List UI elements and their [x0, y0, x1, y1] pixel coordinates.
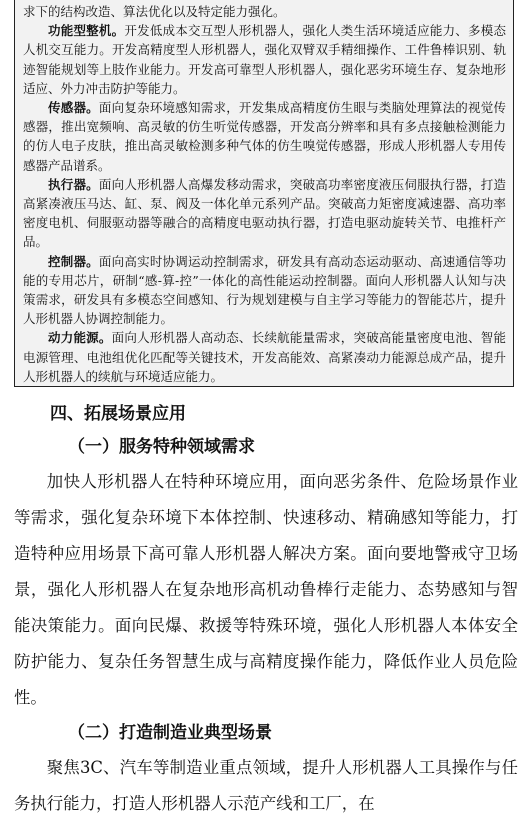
item-title: 控制器。	[48, 253, 99, 269]
box-item-whole-machine	[23, 21, 506, 98]
box-intro: 求下的结构改造、算法优化以及特定能力强化。	[23, 4, 286, 19]
item-title: 传感器。	[48, 100, 99, 116]
subsection-paragraph-1: 加快人形机器人在特种环境应用，面向恶劣条件、危险场景作业等需求，强化复杂环境下本体控制、快速移动、精确感知等能力，打造特种应用场景下高可靠人形机器人解决方案。面向要地警戒守卫场景，强化人形机器人在复杂地形高机动鲁棒行走能力、态势感知与智能决策能力。面向民爆、救援等特殊环境，强化人形机器人本体安全防护能力、复杂任务智慧生成与高精度操作能力，降低作业人员危险性。	[14, 472, 518, 707]
box-item-power	[23, 328, 506, 386]
item-text: 开发低成本交互型人形机器人，强化人类生活环境适应能力、多模态人机交互能力。开发高精度型人形机器人，强化双臂双手精细操作、工件鲁棒识别、轨迹智能规划等上肢作业能力。开发高可靠型人形机器人，强化恶劣环境生存、复杂地形适应、外力冲击防护等能力。	[23, 23, 506, 96]
item-text: 面向人形机器人高爆发移动需求，突破高功率密度液压伺服执行器，打造高紧凑液压马达、缸、泵、阀及一体化单元系列产品。突破高力矩密度减速器、高功率密度电机、伺服驱动器等融合的高精度电驱动执行器，打造电驱动旋转关节、电推杆产品。	[23, 176, 506, 250]
subsection-heading-1: （一）服务特种领域需求	[68, 437, 255, 457]
item-text: 面向复杂环境感知需求，开发集成高精度仿生眼与类脑处理算法的视觉传感器，推出宽频响、高灵敏的仿生听觉传感器，开发高分辨率和具有多点接触检测能力的仿人电子皮肤，推出高灵敏检测多种气体的仿生嗅觉传感器，形成人形机器人专用传感器产品谱系。	[23, 100, 506, 173]
main-content	[14, 398, 518, 822]
item-title: 功能型整机。	[48, 23, 125, 39]
box-item-controller	[23, 252, 506, 329]
box-item-actuator	[23, 175, 506, 252]
subsection-heading-2: （二）打造制造业典型场景	[68, 723, 272, 743]
item-text: 面向高实时协调运动控制需求，研发具有高动态运动驱动、高速通信等功能的专用芯片，研制“感-算-控”一体化的高性能运动控制器。面向人形机器人认知与决策需求，研发具有多模态空间感知、行为规划建模与自主学习等能力的智能芯片，提升人形机器人协调控制能力。	[23, 253, 506, 327]
section-heading: 四、拓展场景应用	[50, 404, 186, 424]
box-item-sensor	[23, 98, 506, 175]
text-box	[14, 0, 514, 387]
item-title: 动力能源。	[48, 330, 112, 346]
item-title: 执行器。	[48, 176, 99, 192]
subsection-paragraph-2: 聚焦3C、汽车等制造业重点领域，提升人形机器人工具操作与任务执行能力，打造人形机器人示范产线和工厂，在	[14, 758, 518, 813]
item-text: 面向人形机器人高动态、长续航能量需求，突破高能量密度电池、智能电源管理、电池组优化匹配等关键技术，开发高能效、高紧凑动力能源总成产品，提升人形机器人的续航与环境适应能力。	[23, 330, 506, 384]
